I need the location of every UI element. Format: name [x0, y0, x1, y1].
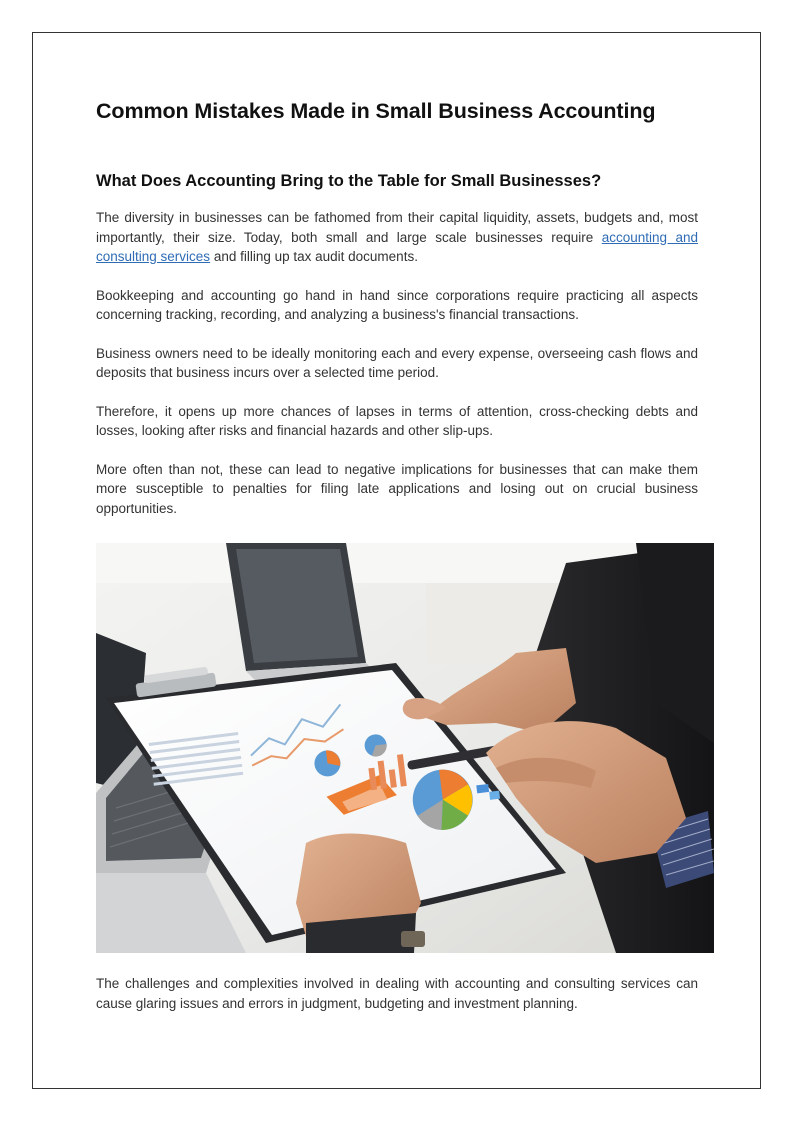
- photo-illustration: [96, 543, 714, 953]
- paragraph-4: Therefore, it opens up more chances of lapses in terms of attention, cross-checking debts and losses, looking after risks and financial hazards and other slip-ups.: [96, 403, 698, 438]
- paragraph-3: Business owners need to be ideally monitoring each and every expense, overseeing cash flows and deposits that business incurs over a selected time period.: [96, 345, 698, 380]
- paragraph-1: [96, 208, 698, 267]
- paragraph-2: Bookkeeping and accounting go hand in hand since corporations require practicing all aspects concerning tracking, recording, and analyzing a business's financial transactions.: [96, 287, 698, 322]
- closing-paragraph: The challenges and complexities involved in dealing with accounting and consulting services can cause glaring issues and errors in judgment, budgeting and investment planning.: [96, 976, 698, 1011]
- business-accounting-photo: [96, 543, 714, 953]
- paragraph-1-text-before: The diversity in businesses can be fathomed from their capital liquidity, assets, budgets and, most importantly, their size. Today, both small and large scale businesses require: [96, 210, 698, 245]
- section-heading: What Does Accounting Bring to the Table for Small Businesses?: [96, 172, 602, 190]
- document-body: [96, 96, 698, 518]
- closing-section: [96, 974, 698, 1013]
- page-title: Common Mistakes Made in Small Business Accounting: [96, 99, 656, 123]
- accounting-consulting-link[interactable]: accounting and consulting services: [96, 229, 698, 264]
- paragraph-1-text-after: and filling up tax audit documents.: [210, 249, 418, 264]
- paragraph-5: More often than not, these can lead to negative implications for businesses that can make them more susceptible to penalties for filing late applications and losing out on crucial business opportunities.: [96, 461, 698, 516]
